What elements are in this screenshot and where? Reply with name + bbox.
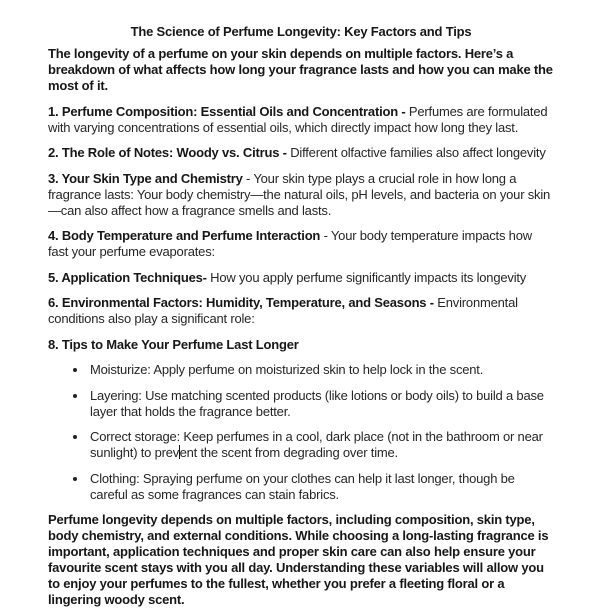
- tips-heading[interactable]: 8. Tips to Make Your Perfume Last Longer: [48, 336, 299, 352]
- section-6-lead: 6. Environmental Factors: Humidity, Temperature, and Seasons -: [48, 295, 434, 310]
- section-2-lead: 2. The Role of Notes: Woody vs. Citrus -: [48, 145, 287, 160]
- section-1-lead: 1. Perfume Composition: Essential Oils and Concentration -: [48, 103, 406, 119]
- section-5-body: How you apply perfume significantly impacts its longevity: [206, 269, 527, 285]
- section-4-lead: 4. Body Temperature and Perfume Interaction: [48, 228, 321, 243]
- section-6-body: Environmental conditions also play a significant role:: [48, 295, 518, 326]
- section-5-lead: 5. Application Techniques-: [48, 269, 207, 285]
- tip-item-moisturize[interactable]: [48, 362, 554, 378]
- tip-storage-text-before-cursor: Correct storage: Keep perfumes in a cool, dark place (not in the bathroom or near sunlight) to prev: [90, 429, 543, 460]
- section-4-body: - Your body temperature impacts how fast your perfume evaporates:: [48, 228, 532, 259]
- document-title[interactable]: The Science of Perfume Longevity: Key Factors and Tips: [130, 24, 472, 39]
- section-paragraph-body-temperature[interactable]: [48, 228, 554, 260]
- section-3-body: - Your skin type plays a crucial role in how long a fragrance lasts: Your body chemistry—the natural oils, pH levels, and bacteria on your skin—can also affect how a fragrance smells and lasts.: [48, 170, 551, 218]
- tip-moisturize-text: Moisturize: Apply perfume on moisturized skin to help lock in the scent.: [90, 362, 484, 377]
- tip-item-clothing[interactable]: [48, 471, 554, 503]
- intro-paragraph[interactable]: The longevity of a perfume on your skin depends on multiple factors. Here’s a breakdown of what affects how long your fragrance lasts and how you can make the most of it.: [48, 46, 553, 93]
- section-1-body: Perfumes are formulated with varying concentrations of essential oils, which directly impact how long they last.: [48, 103, 548, 135]
- section-paragraph-application[interactable]: [48, 270, 554, 286]
- conclusion-paragraph[interactable]: Perfume longevity depends on multiple factors, including composition, skin type, body chemistry, and external conditions. While choosing a long-lasting fragrance is important, application techniques and proper skin care can also help ensure your favourite scent stays with you all day. Understanding these variables will allow you to enjoy your perfumes to the fullest, whether you prefer a fleeting floral or a lingering woody scent.: [48, 512, 549, 607]
- section-2-body: Different olfactive families also affect longevity: [286, 145, 546, 160]
- tips-list: [48, 362, 554, 503]
- tip-item-storage[interactable]: [48, 429, 554, 461]
- section-paragraph-skin-type[interactable]: [48, 171, 554, 219]
- tip-layering-text: Layering: Use matching scented products (like lotions or body oils) to build a base layer that holds the fragrance better.: [90, 387, 544, 419]
- tip-clothing-text: Clothing: Spraying perfume on your clothes can help it last longer, though be careful as some fragrances can stain fabrics.: [90, 470, 515, 502]
- section-paragraph-notes[interactable]: [48, 145, 554, 161]
- tip-storage-text-after-cursor: ent the scent from degrading over time.: [179, 445, 398, 460]
- section-paragraph-environment[interactable]: [48, 295, 554, 327]
- section-paragraph-composition[interactable]: [48, 104, 554, 136]
- section-3-lead: 3. Your Skin Type and Chemistry: [48, 170, 243, 186]
- tip-item-layering[interactable]: [48, 388, 554, 420]
